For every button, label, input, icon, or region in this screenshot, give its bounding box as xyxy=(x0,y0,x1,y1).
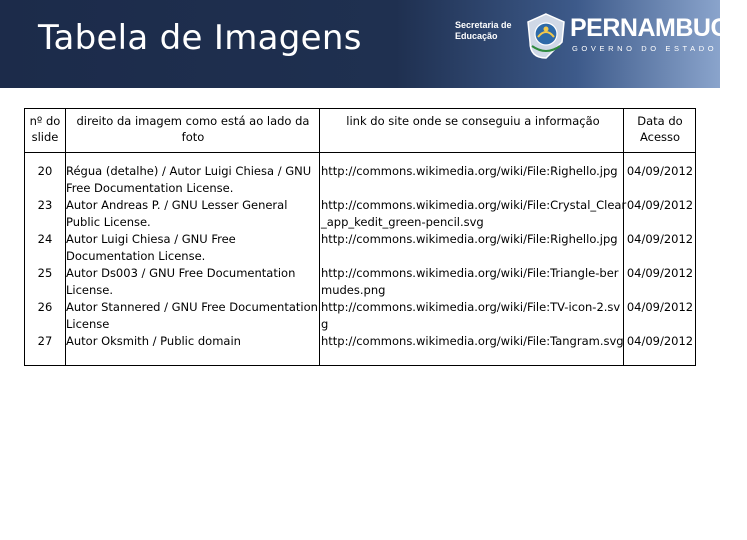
cell-num: 23 xyxy=(37,198,53,212)
table-row xyxy=(25,299,695,333)
cell-num: 26 xyxy=(37,300,53,314)
cell-data: 04/09/2012 xyxy=(626,164,694,178)
table-row xyxy=(25,197,695,231)
secretaria-line-2: Educação xyxy=(455,31,498,41)
secretaria-logo xyxy=(455,20,512,42)
cell-link[interactable]: http://commons.wikimedia.org/wiki/File:Righello.jpg xyxy=(321,164,618,178)
table-row xyxy=(25,231,695,265)
cell-direito: Autor Luigi Chiesa / GNU Free Documentation License. xyxy=(66,232,236,263)
table-row xyxy=(25,333,695,367)
cell-data: 04/09/2012 xyxy=(626,334,694,348)
header-band xyxy=(0,0,747,88)
cell-link[interactable]: http://commons.wikimedia.org/wiki/File:Righello.jpg xyxy=(321,232,618,246)
cell-direito: Autor Oksmith / Public domain xyxy=(66,334,241,348)
table-row xyxy=(25,163,695,197)
header-num: nº do slide xyxy=(29,114,61,144)
cell-data: 04/09/2012 xyxy=(626,300,694,314)
cell-num: 27 xyxy=(37,334,53,348)
brand-name: PERNAMBUCO xyxy=(570,14,747,42)
cell-data: 04/09/2012 xyxy=(626,198,694,212)
header-direito: direito da imagem como está ao lado da foto xyxy=(76,114,310,144)
cell-direito: Autor Andreas P. / GNU Lesser General Public License. xyxy=(66,198,288,229)
header-data: Data do Acesso xyxy=(637,114,683,144)
cell-data: 04/09/2012 xyxy=(626,266,694,280)
header-divider xyxy=(25,152,695,153)
cell-num: 20 xyxy=(37,164,53,178)
header-link: link do site onde se conseguiu a informação xyxy=(346,114,600,128)
cell-link[interactable]: http://commons.wikimedia.org/wiki/File:Triangle-bermudes.png xyxy=(321,266,619,297)
cell-data: 04/09/2012 xyxy=(626,232,694,246)
brand-subtitle: GOVERNO DO ESTADO xyxy=(572,44,718,53)
cell-link[interactable]: http://commons.wikimedia.org/wiki/File:Crystal_Clear_app_kedit_green-pencil.svg xyxy=(321,198,627,229)
cell-link[interactable]: http://commons.wikimedia.org/wiki/File:TV-icon-2.svg xyxy=(321,300,621,331)
table-row xyxy=(25,265,695,299)
secretaria-line-1: Secretaria de xyxy=(455,20,512,30)
cell-num: 24 xyxy=(37,232,53,246)
cell-num: 25 xyxy=(37,266,53,280)
table-body xyxy=(25,163,695,367)
cell-link[interactable]: http://commons.wikimedia.org/wiki/File:Tangram.svg xyxy=(321,334,624,348)
page-title: Tabela de Imagens xyxy=(38,18,362,58)
state-crest-icon xyxy=(524,12,568,58)
cell-direito: Régua (detalhe) / Autor Luigi Chiesa / GNU Free Documentation License. xyxy=(66,164,312,195)
cell-direito: Autor Ds003 / GNU Free Documentation License. xyxy=(66,266,296,297)
cell-direito: Autor Stannered / GNU Free Documentation License xyxy=(66,300,318,331)
image-table xyxy=(24,108,696,366)
